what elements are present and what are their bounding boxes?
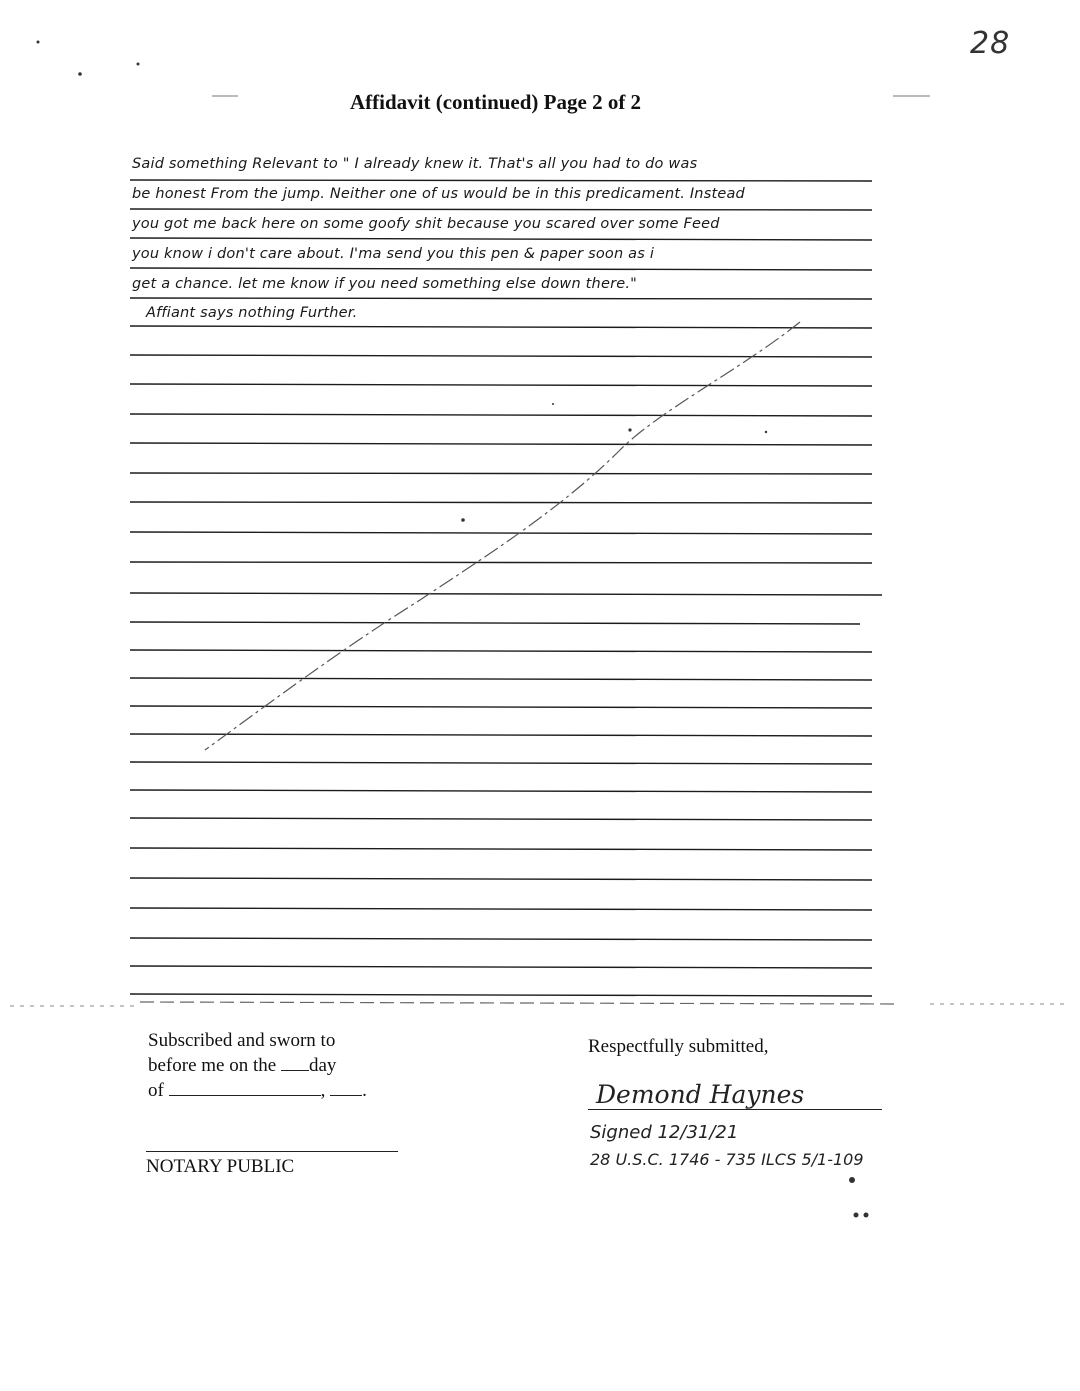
statute-citation: 28 U.S.C. 1746 - 735 ILCS 5/1-109 (590, 1150, 864, 1169)
notary-label: NOTARY PUBLIC (146, 1156, 295, 1177)
handwritten-line: Said something Relevant to " I already knew it. That's all you had to do was (132, 156, 698, 172)
page-number: 28 (970, 26, 1011, 61)
notary-statement-line: Subscribed and sworn to (148, 1030, 336, 1051)
notary-statement-line (148, 1053, 367, 1078)
month-blank[interactable] (169, 1095, 321, 1096)
notary-statement-line: of , . (148, 1080, 367, 1101)
handwritten-line: get a chance. let me know if you need something else down there." (132, 276, 638, 292)
closing-text: Respectfully submitted, (588, 1036, 769, 1057)
signature: Demond Haynes (596, 1080, 805, 1109)
notary-statement (148, 1028, 367, 1103)
handwritten-line: be honest From the jump. Neither one of us would be in this predicament. Instead (132, 186, 745, 202)
notary-signature-line[interactable] (146, 1151, 398, 1152)
signed-date: Signed 12/31/21 (590, 1122, 739, 1143)
notary-statement-text: of (148, 1080, 164, 1101)
handwritten-line: Affiant says nothing Further. (146, 305, 358, 321)
day-blank[interactable] (281, 1070, 309, 1071)
handwritten-line: you know i don't care about. I'ma send you this pen & paper soon as i (132, 246, 655, 262)
year-blank[interactable] (330, 1095, 362, 1096)
signature-line (588, 1109, 882, 1110)
notary-statement-text: day (308, 1055, 337, 1076)
page-title: Affidavit (continued) Page 2 of 2 (350, 90, 642, 114)
handwritten-line: you got me back here on some goofy shit because you scared over some Feed (132, 216, 720, 232)
notary-statement-text: before me on the (148, 1055, 277, 1076)
